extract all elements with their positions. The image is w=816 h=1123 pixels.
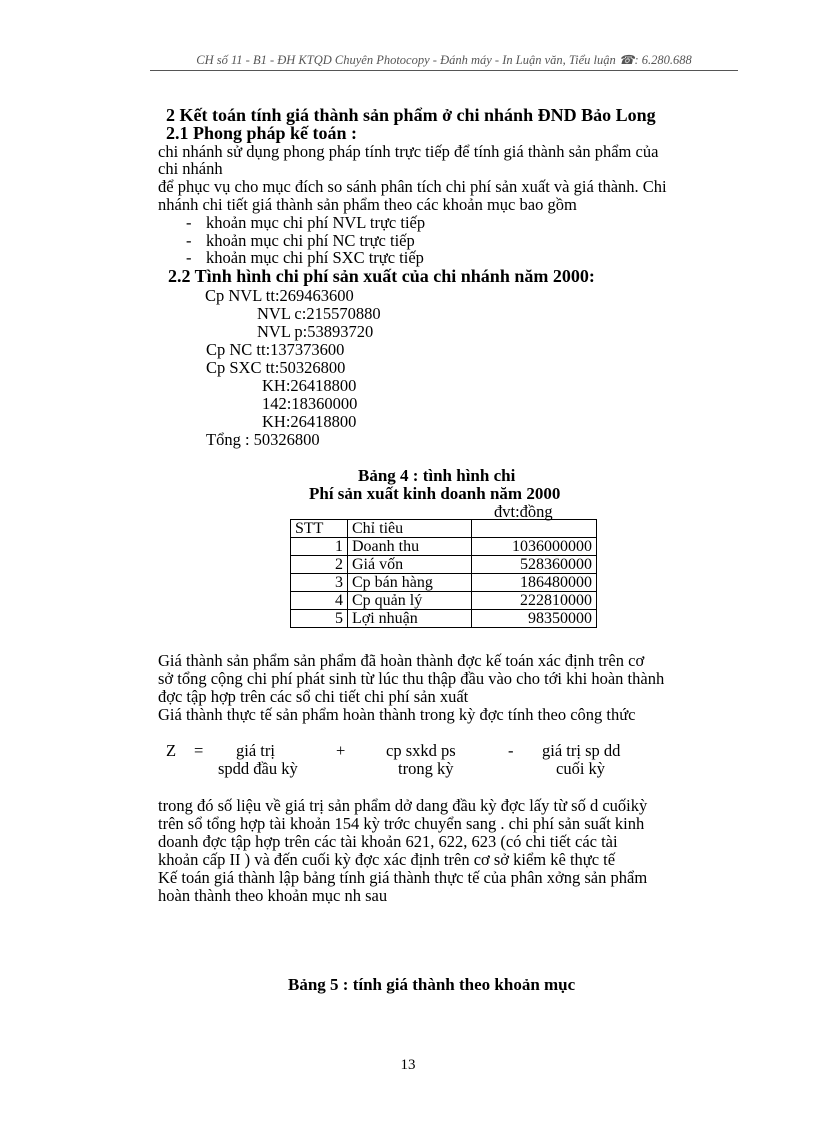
formula-term1-bottom: spdd đầu kỳ — [218, 759, 298, 778]
subsection-2-2-title: 2.2 Tình hình chi phí sản xuất của chi nhánh năm 2000: — [168, 266, 595, 286]
table-cell-stt: 2 — [291, 556, 348, 574]
table-cell-value: 528360000 — [472, 556, 597, 574]
table4-title: Bảng 4 : tình hình chi — [358, 466, 516, 485]
table-cell-label: Cp bán hàng — [348, 574, 472, 592]
bullet-mark: - — [186, 231, 192, 250]
bullet-mark: - — [186, 248, 192, 267]
formula-minus: - — [508, 741, 514, 760]
section-title: 2 Kết toán tính giá thành sản phẩm ở chi nhánh ĐND Bảo Long — [166, 105, 656, 125]
table-cell-value: 222810000 — [472, 592, 597, 610]
table4 — [290, 519, 597, 628]
paragraph-line: nhánh chi tiết giá thành sản phẩm theo các khoản mục bao gồm — [158, 195, 577, 214]
table-header-cell — [472, 520, 597, 538]
table-row — [291, 538, 597, 556]
table-cell-stt: 1 — [291, 538, 348, 556]
list-item: khoản mục chi phí NC trực tiếp — [206, 231, 415, 250]
table-row — [291, 610, 597, 628]
table5-title: Bảng 5 : tính giá thành theo khoản mục — [288, 975, 576, 994]
table-cell-value: 98350000 — [472, 610, 597, 628]
subsection-2-1-title: 2.1 Phong pháp kế toán : — [166, 123, 358, 143]
paragraph-line: chi nhánh — [158, 159, 223, 178]
header-divider — [150, 70, 738, 71]
table-header-cell: Chỉ tiêu — [348, 520, 472, 538]
table-cell-label: Lợi nhuận — [348, 610, 472, 628]
page-header: CH số 11 - B1 - ĐH KTQD Chuyên Photocopy - Đánh máy - In Luận văn, Tiểu luận ☎: 6.280.688 — [196, 53, 692, 67]
formula-term3-bottom: cuối kỳ — [556, 759, 606, 778]
paragraph-line: trong đó số liệu về giá trị sản phẩm dở dang đầu kỳ đợc lấy từ số d cuốikỳ — [158, 796, 648, 815]
paragraph-line: hoàn thành theo khoản mục nh sau — [158, 886, 388, 905]
table-cell-label: Doanh thu — [348, 538, 472, 556]
paragraph-line: đợc tập hợp trên các sổ chi tiết chi phí sản xuất — [158, 687, 469, 706]
list-item: khoản mục chi phí NVL trực tiếp — [206, 213, 426, 232]
cost-kh: KH:26418800 — [262, 376, 357, 395]
table-header-row — [291, 520, 597, 538]
table-row — [291, 574, 597, 592]
paragraph-line: chi nhánh sử dụng phong pháp tính trực tiếp để tính giá thành sản phẩm của — [158, 142, 659, 161]
bullet-mark: - — [186, 213, 192, 232]
formula-term2-top: cp sxkd ps — [386, 741, 456, 760]
paragraph-line: Giá thành thực tế sản phẩm hoàn thành trong kỳ đợc tính theo công thức — [158, 705, 636, 724]
table-header-cell: STT — [291, 520, 348, 538]
table-cell-stt: 3 — [291, 574, 348, 592]
paragraph-line: khoản cấp II ) và đến cuối kỳ đợc xác định trên cơ sở kiểm kê thực tế — [158, 850, 616, 869]
table-cell-value: 1036000000 — [472, 538, 597, 556]
paragraph-line: Giá thành sản phẩm sản phẩm đã hoàn thành đợc kế toán xác định trên cơ — [158, 651, 645, 670]
table-cell-value: 186480000 — [472, 574, 597, 592]
paragraph-line: trên sổ tổng hợp tài khoản 154 kỳ trớc chuyển sang . chi phí sản suất kinh — [158, 814, 645, 833]
paragraph-line: Kế toán giá thành lập bảng tính giá thành thực tế của phân xởng sản phẩm — [158, 868, 648, 887]
table-cell-label: Giá vốn — [348, 556, 472, 574]
cost-nvl-tt: Cp NVL tt:269463600 — [205, 286, 354, 305]
table4-subtitle: Phí sản xuất kinh doanh năm 2000 — [309, 484, 561, 503]
cost-kh: KH:26418800 — [262, 412, 357, 431]
formula-equals: = — [194, 741, 204, 760]
page-number: 13 — [400, 1057, 416, 1073]
paragraph-line: sở tổng cộng chi phí phát sinh từ lúc thu thập đầu vào cho tới khi hoàn thành — [158, 669, 665, 688]
table4-unit: đvt:đồng — [494, 502, 553, 521]
formula-z: Z — [166, 741, 177, 760]
list-item: khoản mục chi phí SXC trực tiếp — [206, 248, 424, 267]
table-cell-stt: 5 — [291, 610, 348, 628]
formula-plus: + — [336, 741, 346, 760]
table-cell-stt: 4 — [291, 592, 348, 610]
cost-total: Tổng : 50326800 — [206, 430, 320, 449]
table-cell-label: Cp quản lý — [348, 592, 472, 610]
cost-sxc-tt: Cp SXC tt:50326800 — [206, 358, 346, 377]
table-row — [291, 556, 597, 574]
cost-142: 142:18360000 — [262, 394, 358, 413]
cost-nvl-c: NVL c:215570880 — [257, 304, 381, 323]
paragraph-line: để phục vụ cho mục đích so sánh phân tích chi phí sản xuất và giá thành. Chi — [158, 177, 667, 196]
formula-term3-top: giá trị sp dd — [542, 741, 621, 760]
paragraph-line: doanh đợc tập hợp trên các tài khoản 621, 622, 623 (có chi tiết các tài — [158, 832, 618, 851]
cost-nvl-p: NVL p:53893720 — [257, 322, 374, 341]
cost-nc-tt: Cp NC tt:137373600 — [206, 340, 345, 359]
table-row — [291, 592, 597, 610]
formula-term1-top: giá trị — [236, 741, 275, 760]
formula-term2-bottom: trong kỳ — [398, 759, 454, 778]
